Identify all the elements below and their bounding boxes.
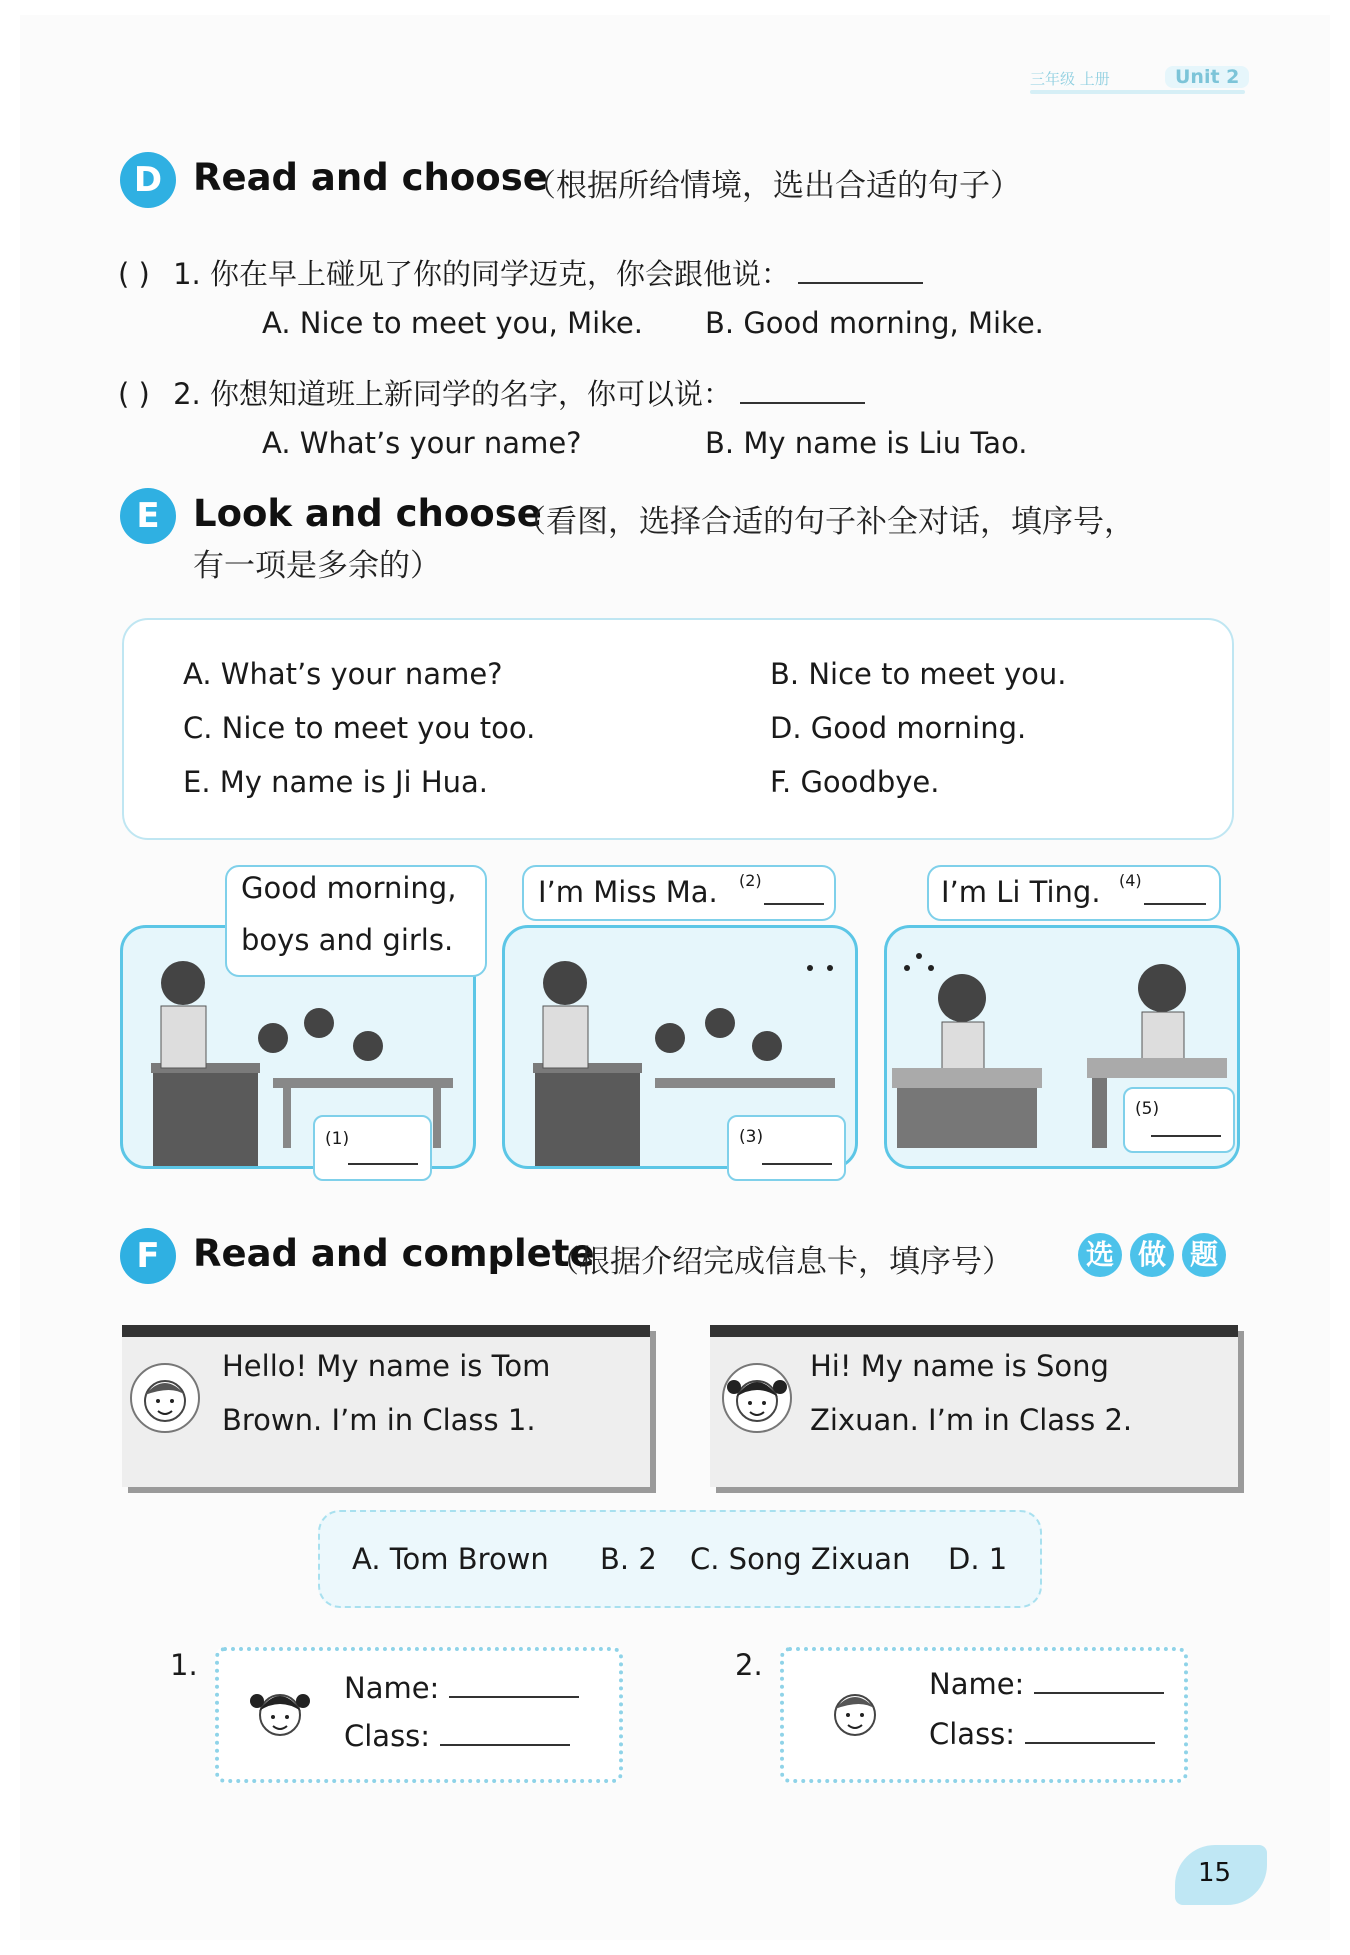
speech-bubble-3 xyxy=(927,865,1221,921)
name-blank[interactable] xyxy=(1034,1688,1164,1694)
q2-option-b: B. My name is Liu Tao. xyxy=(705,426,1028,460)
intro-card-tom-line-1: Hello! My name is Tom xyxy=(222,1349,551,1383)
intro-card-tom xyxy=(122,1325,650,1487)
q2-option-a: A. What’s your name? xyxy=(262,426,582,460)
info-card-2 xyxy=(780,1647,1188,1783)
girl-avatar xyxy=(247,1679,313,1745)
optional-tag-2: 做 xyxy=(1130,1233,1174,1277)
question-text: 你想知道班上新同学的名字，你可以说： xyxy=(209,377,732,411)
info-card-1-class-row xyxy=(344,1719,570,1753)
girl-face-icon xyxy=(724,1365,790,1431)
intro-card-song-line-2: Zixuan. I’m in Class 2. xyxy=(810,1403,1133,1437)
option-d: D. Good morning. xyxy=(770,711,1027,745)
f-option-d: D. 1 xyxy=(948,1542,1008,1576)
section-d-instruction: （根据所给情境，选出合适的句子） xyxy=(525,168,1021,204)
question-1 xyxy=(118,252,923,293)
name-blank[interactable] xyxy=(449,1692,579,1698)
info-card-1 xyxy=(215,1647,623,1783)
class-blank[interactable] xyxy=(440,1740,570,1746)
section-e-badge: E xyxy=(120,488,176,544)
bubble-2-text: I’m Miss Ma. xyxy=(538,875,718,909)
section-f-instruction: （根据介绍完成信息卡，填序号） xyxy=(548,1244,1013,1280)
option-e: E. My name is Ji Hua. xyxy=(183,765,489,799)
info-card-2-name-row xyxy=(929,1667,1164,1701)
boy-face-icon xyxy=(822,1679,888,1745)
boy-avatar xyxy=(130,1363,200,1433)
question-number: 1. xyxy=(173,257,201,291)
answer-paren[interactable]: ( ) xyxy=(118,257,150,291)
class-label: Class: xyxy=(344,1719,431,1753)
question-2 xyxy=(118,372,865,413)
f-option-a: A. Tom Brown xyxy=(352,1542,549,1576)
answer-box-5-number: (5) xyxy=(1135,1099,1160,1119)
answer-box-3-blank[interactable] xyxy=(762,1163,832,1165)
section-f-badge: F xyxy=(120,1228,176,1284)
answer-box-1-number: (1) xyxy=(325,1129,350,1149)
bubble-3-blank[interactable] xyxy=(1144,903,1206,905)
answer-box-1-blank[interactable] xyxy=(348,1163,418,1165)
optional-tag-1: 选 xyxy=(1078,1233,1122,1277)
option-c: C. Nice to meet you too. xyxy=(183,711,536,745)
header-grade: 三年级 上册 xyxy=(1030,70,1110,88)
section-f-title: Read and complete xyxy=(193,1232,595,1275)
intro-card-song xyxy=(710,1325,1238,1487)
girl-face-icon xyxy=(247,1679,313,1745)
section-e-instruction: （看图，选择合适的句子补全对话，填序号， xyxy=(515,504,1135,540)
speech-bubble-2 xyxy=(522,865,836,921)
question-number: 2. xyxy=(173,377,201,411)
class-blank[interactable] xyxy=(1025,1738,1155,1744)
answer-blank[interactable] xyxy=(740,396,865,404)
name-label: Name: xyxy=(344,1671,440,1705)
info-card-2-class-row xyxy=(929,1717,1155,1751)
info-card-1-number: 1. xyxy=(170,1648,198,1682)
info-card-1-name-row xyxy=(344,1671,579,1705)
section-d-title: Read and choose xyxy=(193,156,548,199)
option-f: F. Goodbye. xyxy=(770,765,940,799)
section-e-instruction-cont: 有一项是多余的） xyxy=(193,548,441,584)
section-d-badge: D xyxy=(120,152,176,208)
page-number: 15 xyxy=(1198,1858,1232,1888)
f-option-c: C. Song Zixuan xyxy=(690,1542,911,1576)
name-label: Name: xyxy=(929,1667,1025,1701)
girl-avatar xyxy=(722,1363,792,1433)
answer-box-3-number: (3) xyxy=(739,1127,764,1147)
question-text: 你在早上碰见了你的同学迈克，你会跟他说： xyxy=(209,257,790,291)
bubble-1-line-1: Good morning, xyxy=(241,871,457,905)
bubble-3-text: I’m Li Ting. xyxy=(941,875,1101,909)
bubble-1-line-2: boys and girls. xyxy=(241,923,454,957)
intro-card-tom-line-2: Brown. I’m in Class 1. xyxy=(222,1403,536,1437)
optional-tag-3: 题 xyxy=(1182,1233,1226,1277)
info-card-2-number: 2. xyxy=(735,1648,763,1682)
bubble-3-number: (4) xyxy=(1119,871,1142,890)
q1-option-b: B. Good morning, Mike. xyxy=(705,306,1044,340)
option-a: A. What’s your name? xyxy=(183,657,503,691)
speech-bubble-1 xyxy=(225,865,487,977)
header-unit: Unit 2 xyxy=(1165,66,1249,88)
class-label: Class: xyxy=(929,1717,1016,1751)
bubble-2-blank[interactable] xyxy=(764,903,824,905)
q1-option-a: A. Nice to meet you, Mike. xyxy=(262,306,643,340)
section-e-title: Look and choose xyxy=(193,492,542,535)
boy-avatar xyxy=(822,1679,888,1745)
answer-box-5[interactable] xyxy=(1123,1087,1235,1153)
f-option-b: B. 2 xyxy=(600,1542,657,1576)
answer-paren[interactable]: ( ) xyxy=(118,377,150,411)
answer-blank[interactable] xyxy=(798,276,923,284)
option-b: B. Nice to meet you. xyxy=(770,657,1067,691)
header-divider xyxy=(1030,90,1245,94)
intro-card-song-line-1: Hi! My name is Song xyxy=(810,1349,1109,1383)
bubble-2-number: (2) xyxy=(739,871,762,890)
answer-box-5-blank[interactable] xyxy=(1151,1135,1221,1137)
boy-face-icon xyxy=(132,1365,198,1431)
answer-box-3[interactable] xyxy=(727,1115,846,1181)
answer-box-1[interactable] xyxy=(313,1115,432,1181)
